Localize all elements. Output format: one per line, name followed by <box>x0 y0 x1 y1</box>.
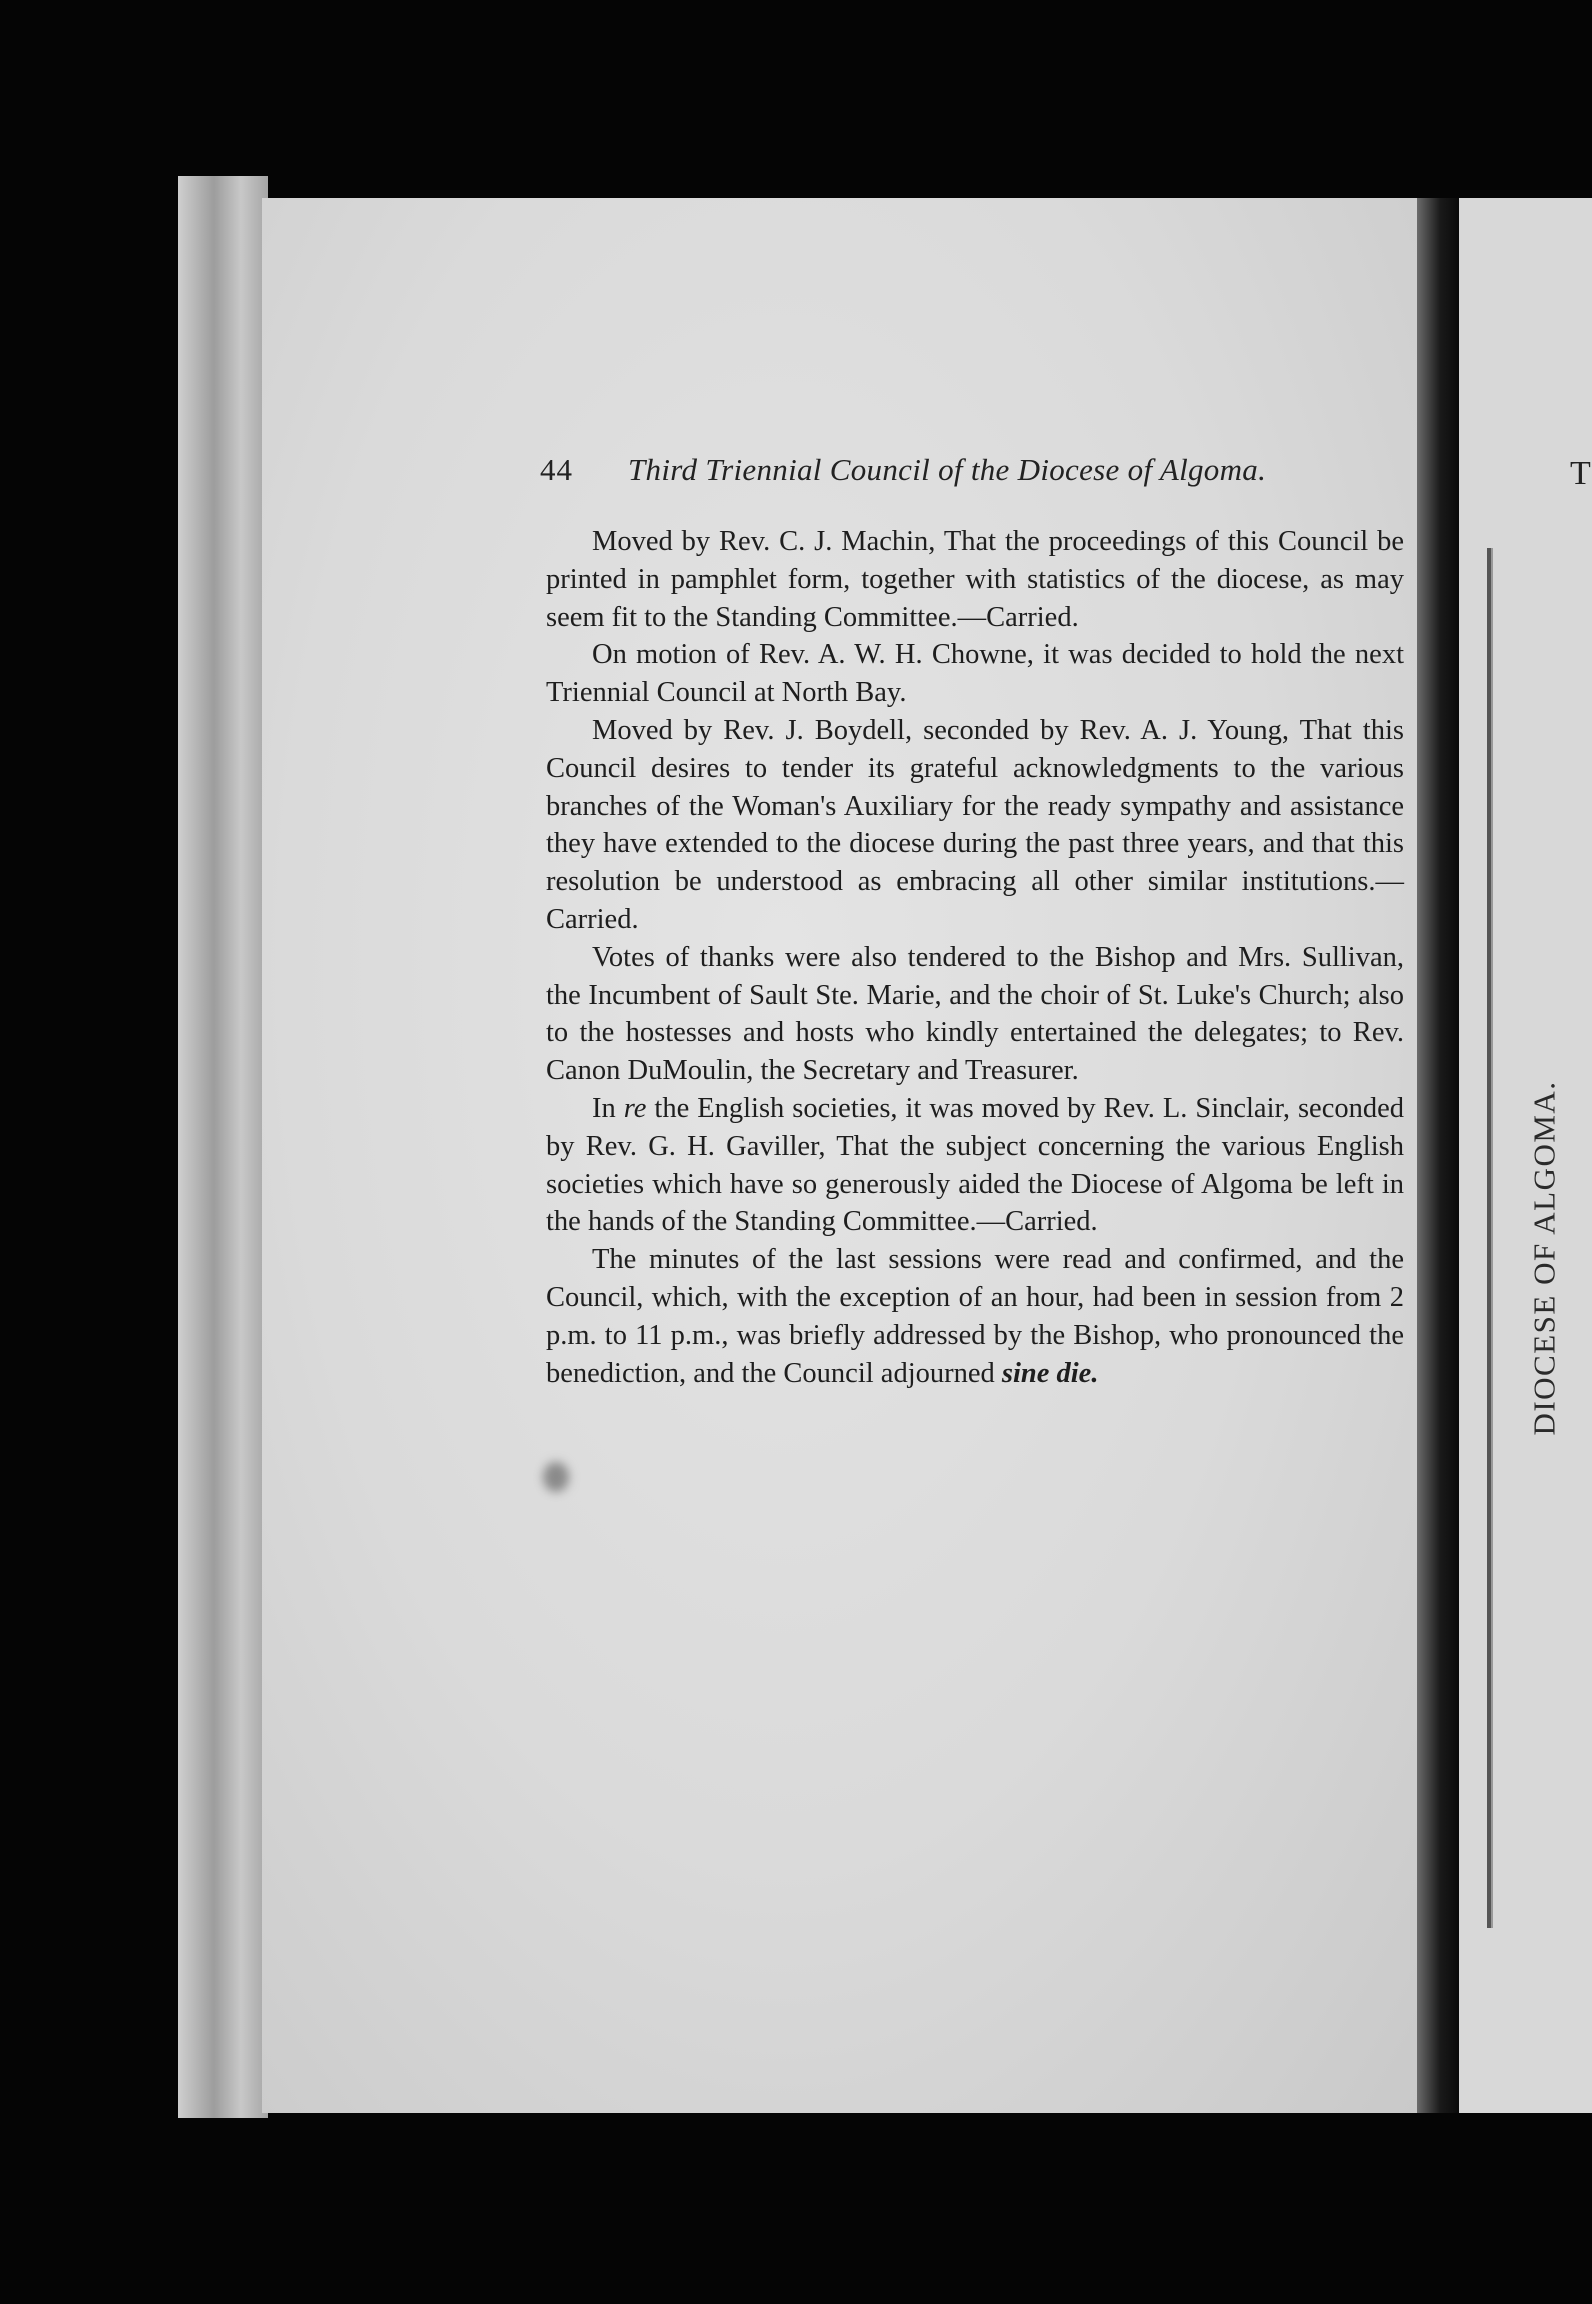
paragraph-votes-of-thanks <box>546 939 1404 1090</box>
paragraph-italic-re: re <box>623 1092 647 1124</box>
body-text <box>546 523 1404 1392</box>
ink-smudge <box>543 1462 569 1492</box>
paragraph-text: Votes of thanks were also tendered to the Bishop and Mrs. Sullivan, the Incumbent of Sault Ste. Marie, and the choir of St. Luke's Church; also to the hostesses and hosts who kindly entertained the delegates; to Rev. Canon DuMoulin, the Secretary and Treasurer. <box>546 941 1404 1087</box>
paragraph-text: On motion of Rev. A. W. H. Chowne, it was decided to hold the next Triennial Council at North Bay. <box>546 639 1404 709</box>
paragraph-text: Moved by Rev. C. J. Machin, That the proceedings of this Council be printed in pamphlet form, together with statistics of the diocese, as may seem fit to the Standing Committee.—Carried. <box>546 526 1404 633</box>
paragraph-english-societies <box>546 1090 1404 1241</box>
facing-page-head-letter: T <box>1570 455 1591 492</box>
page-number: 44 <box>540 452 573 487</box>
running-head <box>540 452 1440 512</box>
paragraph-pre: In <box>592 1092 624 1124</box>
paragraph-machin-motion <box>546 523 1404 636</box>
paragraph-text: The minutes of the last sessions were read and confirmed, and the Council, which, with the exception of an hour, had been in session from 2 p.m. to 11 p.m., was briefly addressed by the Bishop, who pronounced the benediction, and the Council adjourned <box>546 1244 1404 1389</box>
spine-title-text: DIOCESE OF ALGOMA. <box>1527 1079 1563 1436</box>
paragraph-text: the English societies, it was moved by Rev. L. Sinclair, seconded by Rev. G. H. Gaviller, That the subject concerning the various English societies which have so generously aided the Diocese of Algoma be left in the hands of the Standing Committee.—Carried. <box>546 1092 1404 1238</box>
running-head-title: Third Triennial Council of the Diocese of Algoma. <box>628 452 1267 487</box>
paragraph-adjournment <box>546 1241 1404 1392</box>
paragraph-text: Moved by Rev. J. Boydell, seconded by Rev. A. J. Young, That this Council desires to tender its grateful acknowledgments to the various branches of the Woman's Auxiliary for the ready sympathy and assistance they have extended to the diocese during the past three years, and that this resolution be understood as embracing all other similar institutions.—Carried. <box>546 714 1404 935</box>
page-stack-edge <box>178 176 268 2118</box>
facing-page-spine-title <box>1515 1075 1575 1440</box>
facing-page-rule <box>1487 548 1493 1928</box>
paragraph-chowne-motion <box>546 636 1404 712</box>
paragraph-italic-sine-die: sine die. <box>1001 1357 1099 1389</box>
paragraph-boydell-motion <box>546 712 1404 939</box>
